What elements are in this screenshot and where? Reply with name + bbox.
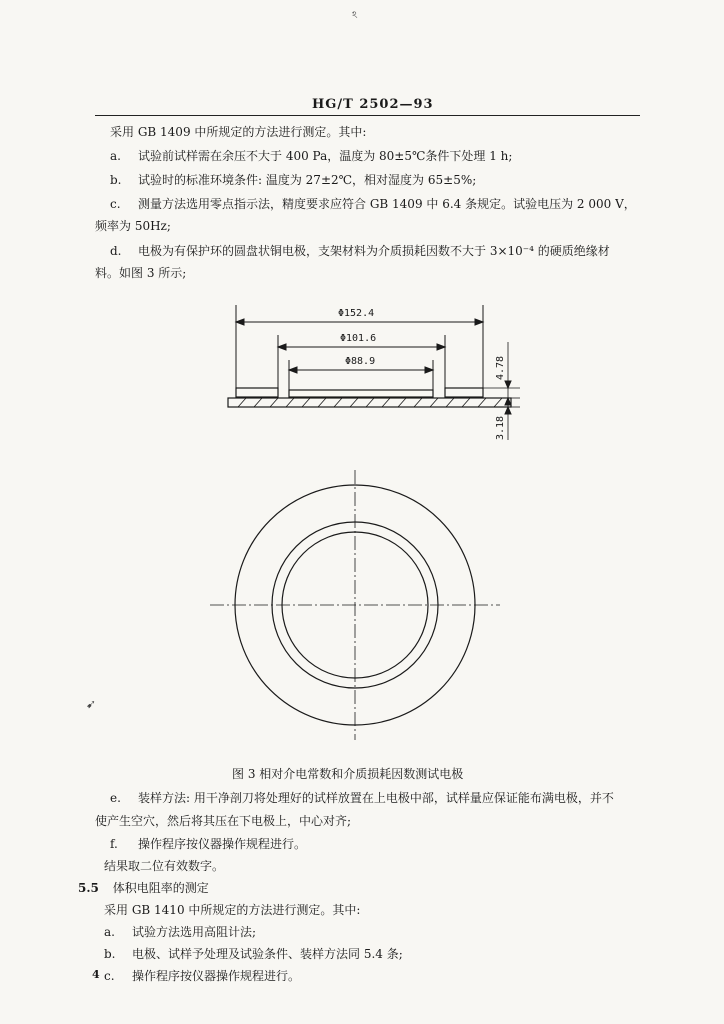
guard-ring-right xyxy=(445,388,483,397)
item-text: 操作程序按仪器操作规程进行。 xyxy=(138,837,307,851)
dim-inner-label: Φ88.9 xyxy=(345,356,376,367)
item-label: e. xyxy=(110,791,121,805)
item-text: 操作程序按仪器操作规程进行。 xyxy=(132,969,301,983)
item-text: 电极、试样予处理及试验条件、装样方法同 5.4 条; xyxy=(132,947,403,961)
item-text: 测量方法选用零点指示法，精度要求应符合 GB 1409 中 6.4 条规定。试验电压为 2 000 V， xyxy=(138,197,636,211)
item-text: 装样方法: 用干净剖刀将处理好的试样放置在上电极中部，试样量应保证能布满电极，并不 xyxy=(138,791,614,805)
section-number: 5.5 xyxy=(78,881,99,895)
dim-inner xyxy=(289,356,433,390)
stray-mark: ➹ xyxy=(86,697,97,711)
list-item-f xyxy=(110,836,306,852)
guard-ring-left xyxy=(236,388,278,397)
intro-paragraph: 采用 GB 1409 中所规定的方法进行测定。其中: xyxy=(110,125,367,139)
item-text: 试验时的标准环境条件: 温度为 27±2℃，相对湿度为 65±5%; xyxy=(138,173,477,187)
section-item-b xyxy=(104,946,403,962)
item-text: 电极为有保护环的圆盘状铜电极，支架材料为介质损耗因数不大于 3×10⁻⁴ 的硬质绝缘材 xyxy=(138,244,610,258)
dim-height-top-label: 4.78 xyxy=(495,355,506,380)
item-label: b. xyxy=(104,947,116,961)
item-text: 试验前试样需在余压不大于 400 Pa，温度为 80±5℃条件下处理 1 h; xyxy=(138,149,513,163)
item-label: a. xyxy=(104,925,115,939)
section-title: 体积电阻率的测定 xyxy=(112,881,209,895)
section-paragraph: 采用 GB 1410 中所规定的方法进行测定。其中: xyxy=(104,903,361,917)
list-item-d xyxy=(110,243,610,259)
item-label: f. xyxy=(110,837,118,851)
electrode-figure xyxy=(200,280,530,740)
list-item-a xyxy=(110,148,512,164)
page-number: 4 xyxy=(92,968,100,981)
item-text: 试验方法选用高阻计法; xyxy=(132,925,257,939)
figure-caption: 图 3 相对介电常数和介质损耗因数测试电极 xyxy=(232,767,464,781)
list-item-c-cont: 频率为 50Hz; xyxy=(95,219,171,233)
result-note: 结果取二位有效数字。 xyxy=(104,859,225,873)
item-label: c. xyxy=(110,197,121,211)
item-label: d. xyxy=(110,244,122,258)
standard-number: HG/T 2502—93 xyxy=(312,97,434,112)
lower-electrode xyxy=(228,398,511,407)
section-item-c xyxy=(104,968,300,984)
dim-middle-label: Φ101.6 xyxy=(340,333,377,344)
measuring-electrode xyxy=(289,390,433,397)
item-label: c. xyxy=(104,969,115,983)
item-label: a. xyxy=(110,149,121,163)
scan-mark: ঽ xyxy=(352,10,358,21)
list-item-b xyxy=(110,172,476,188)
dim-outer-label: Φ152.4 xyxy=(338,308,375,319)
plan-view xyxy=(210,470,500,740)
item-label: b. xyxy=(110,173,122,187)
list-item-e xyxy=(110,790,614,806)
list-item-c xyxy=(110,196,636,212)
header-rule xyxy=(95,115,640,116)
dim-height xyxy=(483,342,520,440)
section-item-a xyxy=(104,924,256,940)
section-5-5-heading xyxy=(78,880,209,896)
list-item-d-cont: 料。如图 3 所示; xyxy=(95,266,187,280)
dim-height-bottom-label: 3.18 xyxy=(495,415,506,440)
list-item-e-cont: 使产生空穴，然后将其压在下电极上，中心对齐; xyxy=(95,814,352,828)
